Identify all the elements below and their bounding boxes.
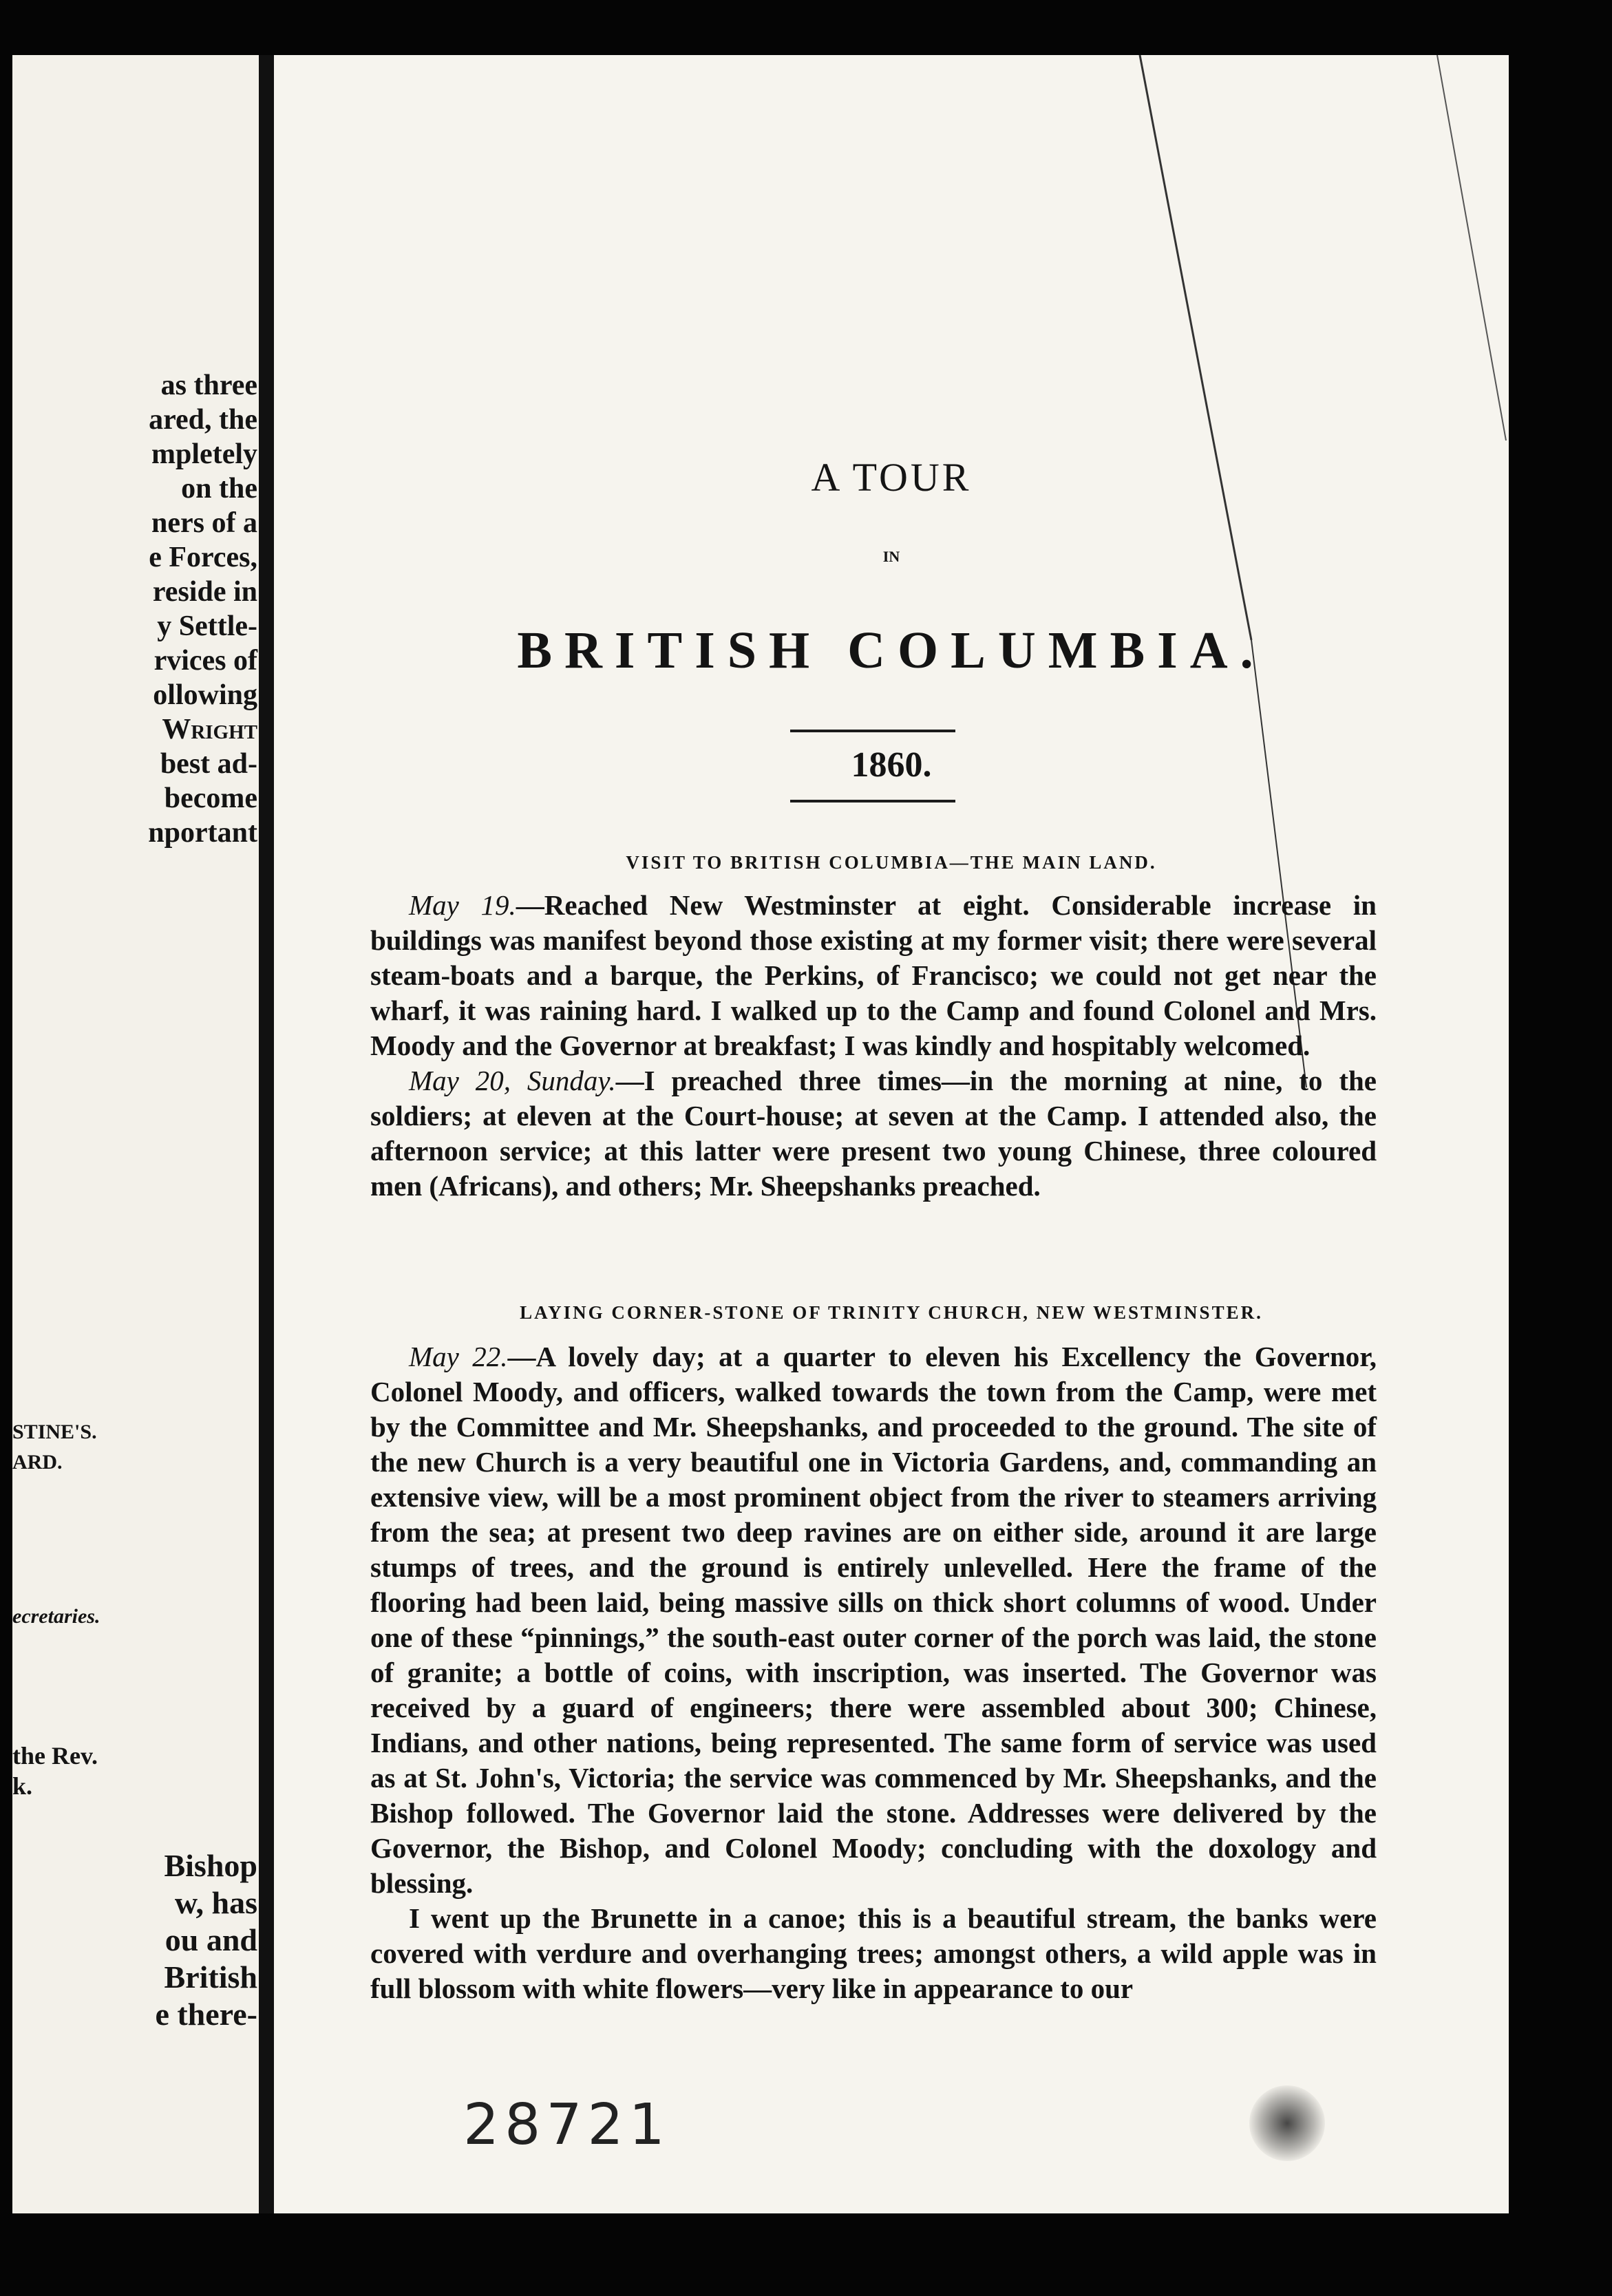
title-line-2: BRITISH COLUMBIA. (517, 621, 1266, 679)
left-fragment-line: y Settle- (157, 610, 257, 642)
left-fragment-line: the Rev. (12, 1742, 98, 1769)
title-in: IN (882, 548, 900, 565)
left-fragment-line: STINE'S. (12, 1421, 97, 1443)
paragraph-may-19 (370, 888, 1377, 1063)
left-fragment-line: ou and (165, 1922, 257, 1957)
scan-border-bottom (0, 2213, 1612, 2296)
main-page (274, 55, 1509, 2213)
left-fragment-line: British (164, 1959, 257, 1995)
section-heading-corner-stone: LAYING CORNER-STONE OF TRINITY CHURCH, NEW WESTMINSTER. (520, 1302, 1263, 1323)
scan-border-left (0, 0, 12, 2296)
left-fragment-line: Bishop (164, 1848, 257, 1883)
left-fragment-line: reside in (152, 576, 257, 608)
paragraph-date: May 20, Sunday. (409, 1065, 616, 1096)
paragraph-text: —Reached New Westminster at eight. Considerable increase in buildings was manifest beyond those existing at my former visit; there were several steam-boats and a barque, the Perkins, of Francisco; we could not get near the wharf, it was raining hard. I walked up to the Camp and found Colonel and Mrs. Moody and the Governor at breakfast; I was kindly and hospitably welcomed. (370, 889, 1377, 1061)
left-fragment-line: Wright (162, 714, 257, 745)
paragraph-brunette (370, 1901, 1377, 2006)
paragraph-date: May 19. (409, 889, 516, 921)
left-fragment-line: e there- (155, 1997, 257, 2032)
left-fragment-line: rvices of (153, 645, 257, 677)
left-fragment-line: ARD. (12, 1451, 63, 1474)
left-fragment-line: as three (160, 370, 257, 401)
paragraph-date: May 22. (409, 1341, 508, 1372)
left-fragment-line: mpletely (151, 438, 257, 470)
paragraph-may-20 (370, 1063, 1377, 1204)
left-fragment-line: on the (181, 473, 257, 504)
section-heading-visit: VISIT TO BRITISH COLUMBIA—THE MAIN LAND. (626, 852, 1157, 873)
paragraph-text: —I preached three times—in the morning at nine, to the soldiers; at eleven at the Court-house; at seven at the Camp. I attended also, the afternoon service; at this latter were present two young Chinese, three coloured men (Africans), and others; Mr. Sheepshanks preached. (370, 1065, 1377, 1202)
left-fragment-line: ared, the (149, 404, 257, 436)
paragraph-may-22 (370, 1339, 1377, 1901)
left-fragment-line: best ad- (160, 748, 257, 780)
left-fragment-line: ecretaries. (12, 1605, 100, 1628)
scan-border-top (0, 0, 1612, 55)
paragraph-text: —A lovely day; at a quarter to eleven his Excellency the Governor, Colonel Moody, and officers, walked towards the town from the Camp, were met by the Committee and Mr. Sheepshanks, and proceeded to the ground. The site of the new Church is a very beautiful one in Victoria Gardens, and, commanding an extensive view, will be a most prominent object from the river to steamers arriving from the sea; at present two deep ravines are on either side, around it are large stumps of trees, and the ground is entirely unlevelled. Here the frame of the flooring had been laid, being massive sills on thick short columns of wood. Under one of these “pinnings,” the south-east outer corner of the porch was laid, the stone of granite; a bottle of coins, with inscription, was inserted. The Governor was received by a guard of engineers; there were assembled about 300; Chinese, Indians, and other nations, being represented. The same form of service was used as at St. John's, Victoria; the service was commenced by Mr. Sheepshanks, and the Bishop followed. The Governor laid the stone. Addresses were delivered by the Governor, the Bishop, and Colonel Moody; concluding with the doxology and blessing. (370, 1341, 1377, 1899)
ink-smudge (1249, 2085, 1325, 2161)
section-corner-stone-body (370, 1339, 1377, 2006)
left-fragment-line: nportant (148, 817, 257, 849)
scan-border-right (1509, 0, 1612, 2296)
title-line-1: A TOUR (811, 455, 972, 500)
left-facing-page (12, 55, 259, 2213)
accession-number-stamp: 28721 (463, 2092, 670, 2158)
title-year: 1860. (851, 745, 932, 785)
left-fragment-line: k. (12, 1772, 33, 1800)
title-rule-top (790, 730, 955, 732)
section-visit-body (370, 888, 1377, 1204)
left-fragment-line: w, has (174, 1885, 257, 1920)
left-fragment-line: become (164, 783, 257, 814)
left-fragment-line: ners of a (151, 507, 257, 539)
left-fragment-line: e Forces, (149, 542, 257, 573)
book-gutter (259, 55, 274, 2213)
left-fragment-line: ollowing (153, 679, 257, 711)
title-rule-bottom (790, 800, 955, 802)
paragraph-text: I went up the Brunette in a canoe; this is a beautiful stream, the banks were covered with verdure and overhanging trees; amongst others, a wild apple was in full blossom with white flowers—very like in appearance to our (370, 1902, 1377, 2004)
